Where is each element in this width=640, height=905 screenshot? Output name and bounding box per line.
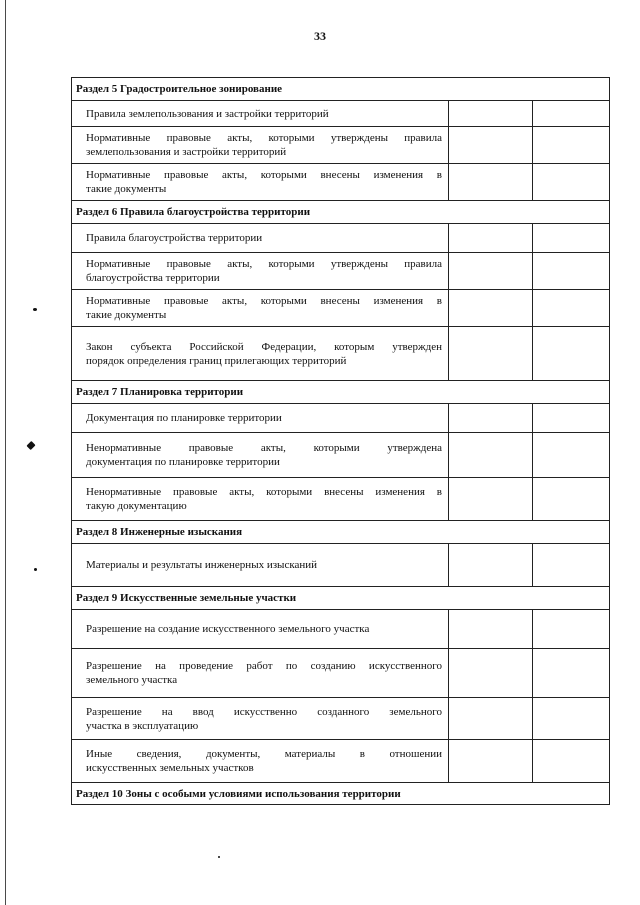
document-mark-cell-b bbox=[533, 649, 610, 698]
document-name-line: Разрешение на ввод искусственно созданного земельного bbox=[86, 705, 442, 718]
document-mark-cell-a bbox=[449, 224, 533, 253]
document-mark-cell-b bbox=[533, 544, 610, 587]
document-row bbox=[72, 610, 610, 649]
document-mark-cell-b bbox=[533, 740, 610, 783]
scan-speck bbox=[218, 856, 220, 858]
section-title: Раздел 7 Планировка территории bbox=[72, 381, 610, 404]
document-mark-cell-b bbox=[533, 327, 610, 381]
document-mark-cell-a bbox=[449, 478, 533, 521]
documents-table-body bbox=[72, 78, 610, 805]
document-mark-cell-a bbox=[449, 544, 533, 587]
document-mark-cell-b bbox=[533, 698, 610, 740]
document-name-line: Закон субъекта Российской Федерации, которым утвержден bbox=[86, 340, 442, 353]
document-row bbox=[72, 101, 610, 127]
document-row bbox=[72, 478, 610, 521]
document-row bbox=[72, 698, 610, 740]
document-mark-cell-a bbox=[449, 101, 533, 127]
document-name-line: искусственных земельных участков bbox=[86, 762, 254, 774]
document-row bbox=[72, 164, 610, 201]
section-title: Раздел 10 Зоны с особыми условиями использования территории bbox=[72, 783, 610, 805]
document-name-line: участка в эксплуатацию bbox=[86, 719, 199, 732]
document-mark-cell-b bbox=[533, 478, 610, 521]
section-header-row bbox=[72, 201, 610, 224]
document-mark-cell-a bbox=[449, 698, 533, 740]
document-mark-cell-a bbox=[449, 740, 533, 783]
scan-edge-line bbox=[5, 0, 6, 905]
section-header-row bbox=[72, 783, 610, 805]
document-name-cell bbox=[72, 544, 449, 587]
document-name-line: Нормативные правовые акты, которыми утверждены правила bbox=[86, 132, 442, 144]
document-name-cell bbox=[72, 610, 449, 649]
document-name-cell bbox=[72, 127, 449, 164]
document-name-cell bbox=[72, 164, 449, 201]
section-title: Раздел 8 Инженерные изыскания bbox=[72, 521, 610, 544]
document-name-line: такие документы bbox=[86, 183, 167, 195]
page-number: 33 bbox=[314, 29, 326, 43]
document-mark-cell-a bbox=[449, 404, 533, 433]
document-name-line: Нормативные правовые акты, которыми утверждены правила bbox=[86, 258, 442, 270]
document-mark-cell-b bbox=[533, 101, 610, 127]
document-name-cell bbox=[72, 649, 449, 698]
document-mark-cell-a bbox=[449, 253, 533, 290]
document-row bbox=[72, 290, 610, 327]
document-row bbox=[72, 327, 610, 381]
document-name-line: Разрешение на создание искусственного земельного участка bbox=[86, 623, 370, 635]
document-mark-cell-a bbox=[449, 649, 533, 698]
document-name-line: Ненормативные правовые акты, которыми утверждена bbox=[86, 442, 442, 454]
section-header-row bbox=[72, 78, 610, 101]
scan-speck bbox=[33, 308, 37, 311]
scan-speck bbox=[26, 441, 35, 450]
document-mark-cell-a bbox=[449, 290, 533, 327]
document-mark-cell-b bbox=[533, 253, 610, 290]
document-name-cell bbox=[72, 101, 449, 127]
document-name-line: Правила землепользования и застройки территорий bbox=[86, 107, 329, 120]
scan-speck bbox=[34, 568, 37, 571]
document-mark-cell-b bbox=[533, 127, 610, 164]
document-row bbox=[72, 433, 610, 478]
document-mark-cell-b bbox=[533, 433, 610, 478]
document-name-cell bbox=[72, 478, 449, 521]
section-header-row bbox=[72, 521, 610, 544]
document-row bbox=[72, 253, 610, 290]
section-title: Раздел 6 Правила благоустройства территории bbox=[72, 201, 610, 224]
document-name-line: Разрешение на проведение работ по созданию искусственного bbox=[86, 660, 442, 672]
document-name-line: документация по планировке территории bbox=[86, 456, 280, 468]
document-name-cell bbox=[72, 698, 449, 740]
document-name-cell bbox=[72, 433, 449, 478]
document-name-line: земельного участка bbox=[86, 674, 178, 686]
document-mark-cell-a bbox=[449, 127, 533, 164]
document-row bbox=[72, 544, 610, 587]
document-mark-cell-b bbox=[533, 290, 610, 327]
document-name-line: землепользования и застройки территорий bbox=[86, 146, 287, 158]
document-name-cell bbox=[72, 224, 449, 253]
document-name-line: такие документы bbox=[86, 309, 167, 321]
document-name-cell bbox=[72, 404, 449, 433]
document-row bbox=[72, 127, 610, 164]
document-mark-cell-b bbox=[533, 164, 610, 201]
document-name-cell bbox=[72, 327, 449, 381]
document-mark-cell-a bbox=[449, 433, 533, 478]
document-name-line: Документация по планировке территории bbox=[86, 412, 282, 424]
document-mark-cell-a bbox=[449, 327, 533, 381]
document-name-line: Нормативные правовые акты, которыми внесены изменения в bbox=[86, 169, 442, 181]
section-header-row bbox=[72, 587, 610, 610]
document-mark-cell-b bbox=[533, 610, 610, 649]
document-mark-cell-a bbox=[449, 610, 533, 649]
document-mark-cell-b bbox=[533, 404, 610, 433]
document-name-line: Материалы и результаты инженерных изысканий bbox=[86, 559, 318, 571]
document-name-cell bbox=[72, 290, 449, 327]
document-name-line: такую документацию bbox=[86, 500, 187, 512]
document-name-cell bbox=[72, 253, 449, 290]
document-mark-cell-a bbox=[449, 164, 533, 201]
document-row bbox=[72, 740, 610, 783]
section-title: Раздел 9 Искусственные земельные участки bbox=[72, 587, 610, 610]
document-name-line: благоустройства территории bbox=[86, 272, 220, 284]
section-header-row bbox=[72, 381, 610, 404]
document-name-line: порядок определения границ прилегающих территорий bbox=[86, 354, 347, 367]
document-name-line: Правила благоустройства территории bbox=[86, 232, 263, 244]
document-row bbox=[72, 404, 610, 433]
documents-table bbox=[71, 77, 610, 805]
section-title: Раздел 5 Градостроительное зонирование bbox=[72, 78, 610, 101]
document-mark-cell-b bbox=[533, 224, 610, 253]
document-row bbox=[72, 649, 610, 698]
document-name-line: Ненормативные правовые акты, которыми внесены изменения в bbox=[86, 486, 442, 498]
document-name-line: Иные сведения, документы, материалы в отношении bbox=[86, 748, 442, 760]
document-row bbox=[72, 224, 610, 253]
document-name-line: Нормативные правовые акты, которыми внесены изменения в bbox=[86, 295, 442, 307]
document-name-cell bbox=[72, 740, 449, 783]
